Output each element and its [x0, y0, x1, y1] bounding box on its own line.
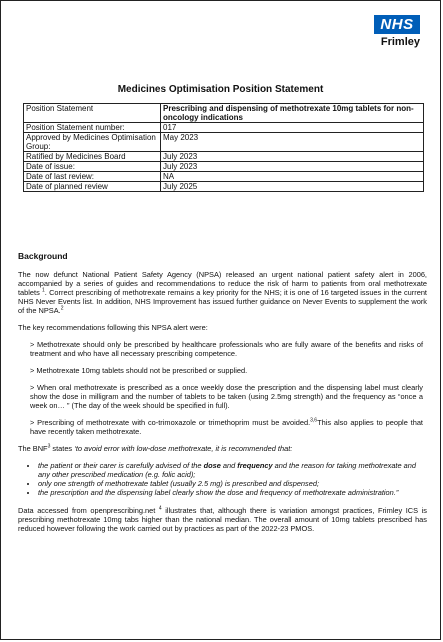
table-row: [24, 172, 424, 182]
document-title: Medicines Optimisation Position Statement: [117, 84, 324, 95]
row-label: Approved by Medicines Optimisation Group:: [24, 133, 161, 152]
list-item: • only one strength of methotrexate tablet (usually 2.5 mg) is prescribed and dispensed;: [38, 479, 427, 488]
table-row: [24, 133, 424, 152]
row-label: Date of issue:: [24, 162, 161, 172]
row-label: Date of last review:: [24, 172, 161, 182]
table-row: [24, 104, 424, 123]
position-statement-table: [23, 103, 424, 192]
nhs-brand-mark: NHS: [374, 15, 420, 34]
paragraph-recommendations-intro: The key recommendations following this NPSA alert were:: [18, 323, 208, 332]
table-row: [24, 182, 424, 192]
paragraph-bnf: The BNF$^3$ states ‘to avoid error with low-dose methotrexate, it is recommended that:: [18, 443, 293, 453]
recommendation-3: > When oral methotrexate is prescribed as a once weekly dose the prescription and the dispensing label must clearly show the dose in milligram and the number of tablets to be taken (using 2.5mg strength) and the frequency as “once a week on… ” (The day of the week should be specified in full).: [30, 383, 423, 410]
row-label: Position Statement number:: [24, 123, 161, 133]
recommendation-2: > Methotrexate 10mg tablets should not be prescribed or supplied.: [30, 366, 248, 375]
row-value: July 2023: [161, 152, 424, 162]
table-row: [24, 162, 424, 172]
row-value: NA: [161, 172, 424, 182]
row-label: Date of planned review: [24, 182, 161, 192]
paragraph-npsa: The now defunct National Patient Safety Agency (NPSA) released an urgent national patient safety alert in 2006, accompanied by a series of guides and recommendations to reduce the risk of harm to patients from oral methotrexate tablets $^1$. Correct prescribing of methotrexate remains a key priority for the NHS; it is one of 16 targeted issues in the current NHS Never Events list. In addition, NHS Improvement has issued further guidance on Never Events to supplement the work of the NPSA.$^2$: [18, 270, 427, 315]
row-value: July 2025: [161, 182, 424, 192]
section-heading: Background: [18, 251, 68, 261]
recommendation-4: > Prescribing of methotrexate with co-trimoxazole or trimethoprim must be avoided.$^{3,6}$This also applies to people that have recently taken methotrexate.: [30, 417, 423, 436]
row-label: Ratified by Medicines Board: [24, 152, 161, 162]
list-item: • the prescription and the dispensing label clearly show the dose and frequency of methotrexate administration.”: [38, 488, 427, 497]
nhs-logo: [372, 15, 420, 48]
table-row: [24, 152, 424, 162]
row-value: May 2023: [161, 133, 424, 152]
row-value: July 2023: [161, 162, 424, 172]
list-item: • the patient or their carer is carefully advised of the dose and frequency and the reason for taking methotrexate and any other prescribed medication (e.g. folic acid);: [38, 461, 427, 479]
bnf-recommendations-list: [18, 461, 427, 497]
org-name: Frimley: [380, 36, 420, 48]
paragraph-openprescribing: Data accessed from openprescribing.net $^4$ illustrates that, although there is variation amongst practices, Frimley ICS is prescribing methotrexate 10mg tabs higher than the national median. The overall amount of 10mg tablets prescribed has reduced however following the work carried out by practices as part of the 2022-23 PMOS.: [18, 505, 427, 533]
table-row: [24, 123, 424, 133]
row-value: Prescribing and dispensing of methotrexate 10mg tablets for non-oncology indications: [161, 104, 424, 123]
recommendation-1: > Methotrexate should only be prescribed by healthcare professionals who are fully aware of the benefits and risks of treatment and who have all necessary prescribing competence.: [30, 340, 423, 358]
row-label: Position Statement: [24, 104, 161, 123]
row-value: 017: [161, 123, 424, 133]
background-section: [18, 252, 427, 541]
